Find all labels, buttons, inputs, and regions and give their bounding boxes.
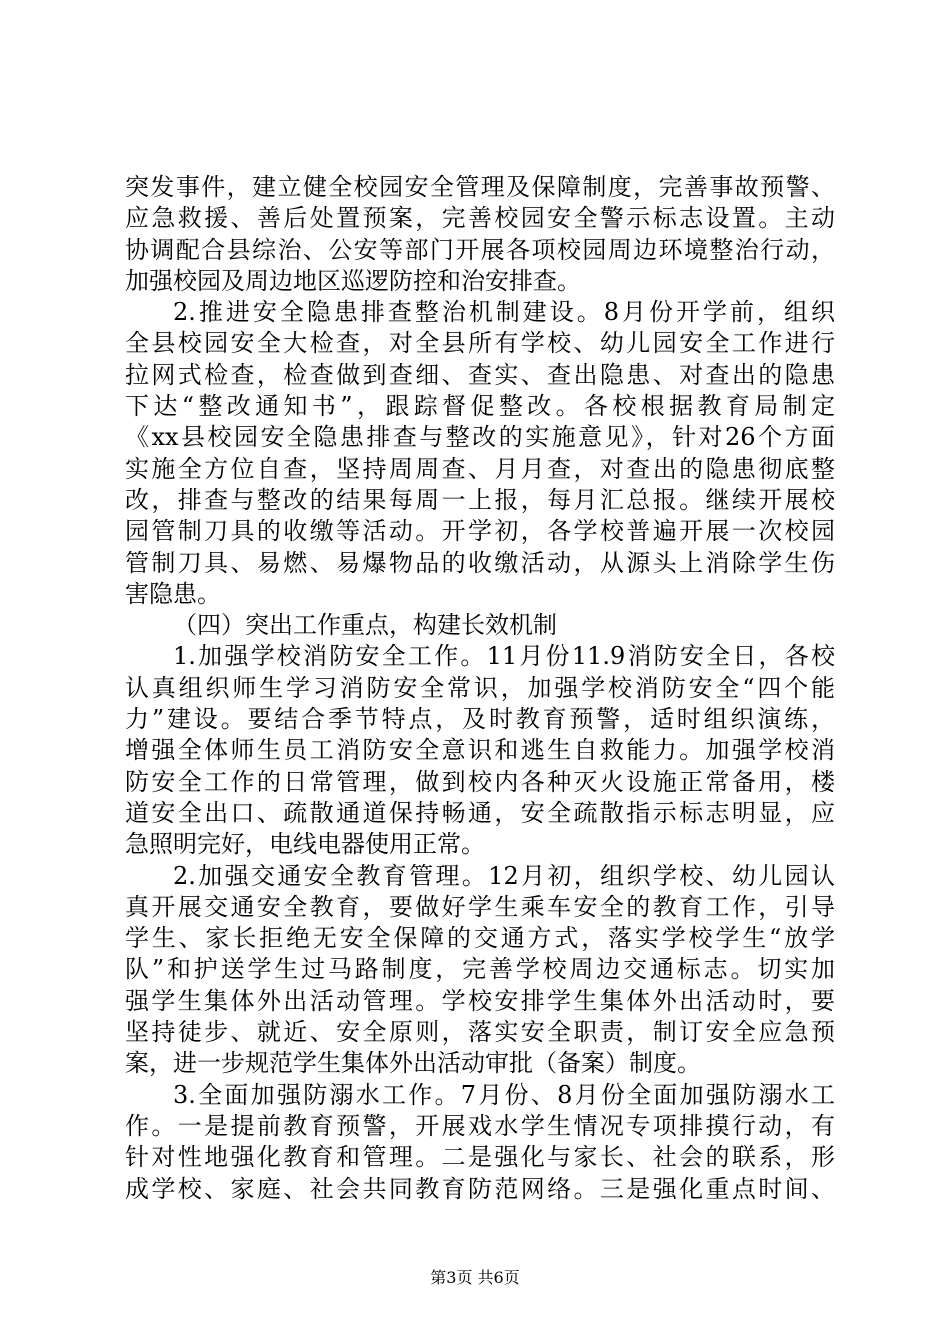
text-line: 全县校园安全大检查，对全县所有学校、幼儿园安全工作进行 <box>125 329 835 358</box>
text-line: 急照明完好，电线电器使用正常。 <box>125 830 485 859</box>
text-line: 协调配合县综治、公安等部门开展各项校园周边环境整治行动， <box>125 235 835 264</box>
text-line: 增强全体师生员工消防安全意识和逃生自救能力。加强学校消 <box>125 736 835 765</box>
text-line: 针对性地强化教育和管理。二是强化与家长、社会的联系，形 <box>125 1143 835 1172</box>
text-line: 案，进一步规范学生集体外出活动审批（备案）制度。 <box>125 1049 701 1078</box>
text-line: 拉网式检查，检查做到查细、查实、查出隐患、对查出的隐患 <box>125 360 835 389</box>
text-line: 突发事件，建立健全校园安全管理及保障制度，完善事故预警、 <box>125 173 835 201</box>
text-line: 力”建设。要结合季节特点，及时教育预警，适时组织演练， <box>125 705 835 734</box>
text-line: 2.加强交通安全教育管理。12月初，组织学校、幼儿园认 <box>173 861 835 890</box>
text-line: 真开展交通安全教育，要做好学生乘车安全的教育工作，引导 <box>125 892 835 921</box>
text-line: 《xx县校园安全隐患排查与整改的实施意见》，针对26个方面 <box>125 423 835 452</box>
text-line: 3.全面加强防溺水工作。7月份、8月份全面加强防溺水工 <box>173 1080 835 1109</box>
text-line: 1.加强学校消防安全工作。11月份11.9消防安全日，各校 <box>173 642 835 671</box>
text-line: 管制刀具、易燃、易爆物品的收缴活动，从源头上消除学生伤 <box>125 548 835 577</box>
text-line: 应急救援、善后处置预案，完善校园安全警示标志设置。主动 <box>125 204 835 233</box>
text-line: 园管制刀具的收缴等活动。开学初，各学校普遍开展一次校园 <box>125 517 835 546</box>
text-line: 坚持徒步、就近、安全原则，落实安全职责，制订安全应急预 <box>125 1018 835 1047</box>
text-line: 加强校园及周边地区巡逻防控和治安排查。 <box>125 266 581 295</box>
text-line: 2.推进安全隐患排查整治机制建设。8月份开学前，组织 <box>173 298 835 327</box>
text-line: 学生、家长拒绝无安全保障的交通方式，落实学校学生“放学 <box>125 924 835 953</box>
text-line: 成学校、家庭、社会共同教育防范网络。三是强化重点时间、 <box>125 1174 835 1203</box>
body-text <box>125 172 835 1205</box>
text-line: 害隐患。 <box>125 579 221 608</box>
text-line: 实施全方位自查，坚持周周查、月月查，对查出的隐患彻底整 <box>125 454 835 483</box>
text-line: 作。一是提前教育预警，开展戏水学生情况专项排摸行动，有 <box>125 1111 835 1140</box>
section-heading: （四）突出工作重点，构建长效机制 <box>173 611 557 640</box>
page-footer: 第3页 共6页 <box>430 1268 520 1287</box>
text-line: 队”和护送学生过马路制度，完善学校周边交通标志。切实加 <box>125 955 835 984</box>
text-line: 道安全出口、疏散通道保持畅通，安全疏散指示标志明显，应 <box>125 798 835 827</box>
text-line: 下达“整改通知书”，跟踪督促整改。各校根据教育局制定 <box>125 392 835 421</box>
text-line: 防安全工作的日常管理，做到校内各种灭火设施正常备用，楼 <box>125 767 835 796</box>
text-line: 认真组织师生学习消防安全常识，加强学校消防安全“四个能 <box>125 673 835 702</box>
text-line: 改，排查与整改的结果每周一上报，每月汇总报。继续开展校 <box>125 485 835 514</box>
text-line: 强学生集体外出活动管理。学校安排学生集体外出活动时，要 <box>125 986 835 1015</box>
